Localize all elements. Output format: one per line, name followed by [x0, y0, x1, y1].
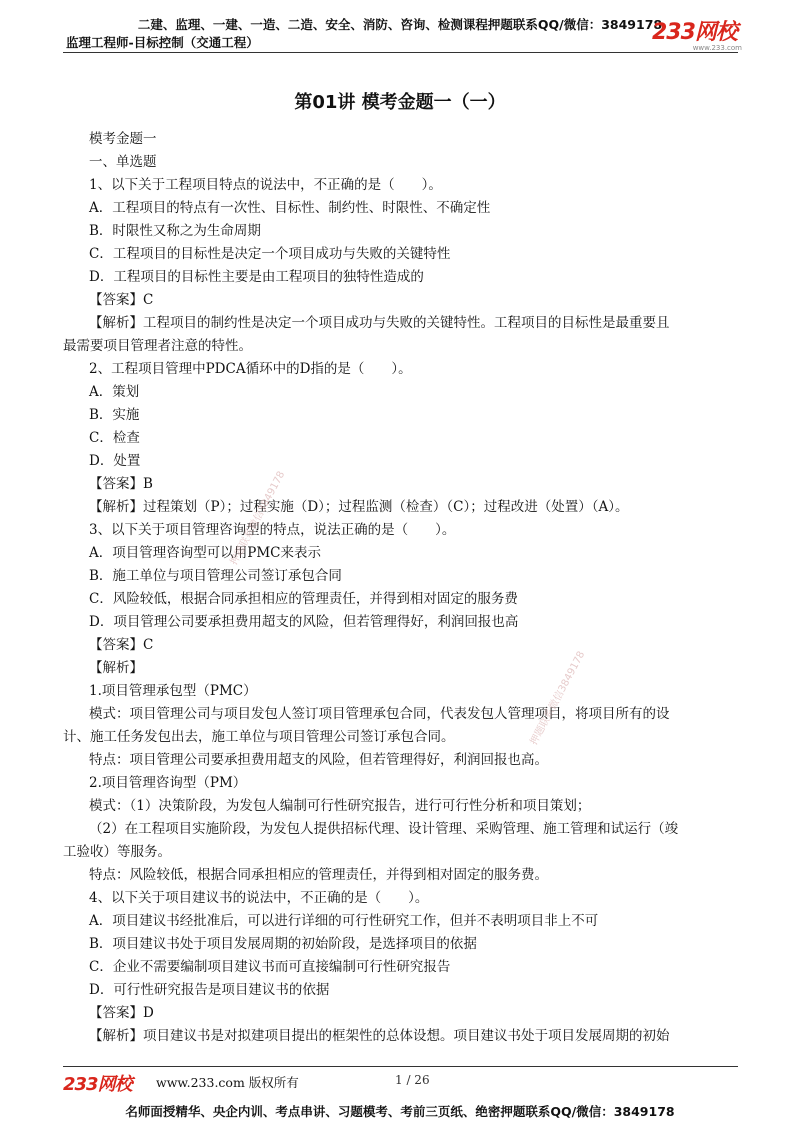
q3-analysis-line: 特点：风险较低，根据合同承担相应的管理责任，并得到相对固定的服务费。 — [89, 867, 548, 883]
q3-analysis-line: （2）在工程项目实施阶段，为发包人提供招标代理、设计管理、采购管理、施工管理和试运行（竣 — [89, 821, 679, 837]
question-4: 4、以下关于项目建议书的说法中，不正确的是（ ）。 — [89, 890, 429, 906]
header-contact-line: 二建、监理、一建、一造、二造、安全、消防、咨询、检测课程押题联系QQ/微信：3849178 — [137, 17, 663, 32]
footer-logo: 233网校 — [63, 1074, 132, 1095]
section-label: 模考金题一 — [89, 131, 157, 147]
q2-option-c: C．检查 — [89, 430, 140, 446]
q4-analysis-line: 【解析】项目建议书是对拟建项目提出的框架性的总体设想。项目建议书处于项目发展周期的初始 — [89, 1028, 670, 1044]
section-heading: 一、单选题 — [89, 154, 157, 170]
q4-option-c: C．企业不需要编制项目建议书而可直接编制可行性研究报告 — [89, 959, 451, 975]
q4-option-b: B．项目建议书处于项目发展周期的初始阶段，是选择项目的依据 — [89, 936, 477, 952]
q3-option-c: C．风险较低，根据合同承担相应的管理责任，并得到相对固定的服务费 — [89, 591, 518, 607]
q4-answer: 【答案】D — [89, 1005, 154, 1021]
q3-analysis-line: 特点：项目管理公司要承担费用超支的风险，但若管理得好，利润回报也高。 — [89, 752, 548, 768]
question-1: 1、以下关于工程项目特点的说法中，不正确的是（ ）。 — [89, 177, 442, 193]
q2-answer: 【答案】B — [89, 476, 153, 492]
q4-option-d: D．可行性研究报告是项目建议书的依据 — [89, 982, 330, 998]
header-subject: 监理工程师-目标控制（交通工程） — [66, 35, 259, 50]
q3-analysis-line: 1.项目管理承包型（PMC） — [89, 683, 257, 699]
q3-analysis-line: 计、施工任务发包出去，施工单位与项目管理公司签订承包合同。 — [63, 729, 455, 745]
q3-analysis-line: 工验收）等服务。 — [63, 844, 171, 860]
watermark: 押题联系微信3849178 — [228, 469, 288, 568]
q3-option-d: D．项目管理公司要承担费用超支的风险，但若管理得好，利润回报也高 — [89, 614, 519, 630]
question-3: 3、以下关于项目管理咨询型的特点，说法正确的是（ ）。 — [89, 522, 456, 538]
brand-logo — [652, 22, 742, 52]
footer-divider — [63, 1066, 738, 1067]
page-number: 1 / 26 — [395, 1073, 430, 1087]
q3-analysis-line: 模式：（1）决策阶段，为发包人编制可行性研究报告，进行可行性分析和项目策划； — [89, 798, 591, 814]
watermark: 押题联系微信3849178 — [528, 649, 588, 748]
brand-logo-domain: www.233.com — [692, 44, 742, 52]
q4-option-a: A．项目建议书经批准后，可以进行详细的可行性研究工作，但并不表明项目非上不可 — [89, 913, 599, 929]
q3-analysis-line: 2.项目管理咨询型（PM） — [89, 775, 247, 791]
q1-option-c: C．工程项目的目标性是决定一个项目成功与失败的关键特性 — [89, 246, 451, 262]
q1-analysis-line: 最需要项目管理者注意的特性。 — [63, 338, 252, 354]
brand-logo-text: 233网校 — [652, 20, 737, 45]
q3-analysis-label: 【解析】 — [89, 660, 143, 676]
question-2: 2、工程项目管理中PDCA循环中的D指的是（ ）。 — [89, 361, 412, 377]
q1-answer: 【答案】C — [89, 292, 154, 308]
q3-option-a: A．项目管理咨询型可以用PMC来表示 — [89, 545, 321, 561]
q2-option-b: B．实施 — [89, 407, 140, 423]
footer-site: www.233.com 版权所有 — [156, 1075, 299, 1090]
page-title: 第01讲 模考金题一（一） — [294, 92, 506, 113]
q2-option-d: D．处置 — [89, 453, 141, 469]
q3-option-b: B．施工单位与项目管理公司签订承包合同 — [89, 568, 342, 584]
q1-analysis-line: 【解析】工程项目的制约性是决定一个项目成功与失败的关键特性。工程项目的目标性是最重要且 — [89, 315, 670, 331]
q3-answer: 【答案】C — [89, 637, 154, 653]
q2-option-a: A．策划 — [89, 384, 140, 400]
q2-analysis: 【解析】过程策划（P）；过程实施（D）；过程监测（检查）（C）；过程改进（处置）（A）。 — [89, 499, 629, 515]
q3-analysis-line: 模式：项目管理公司与项目发包人签订项目管理承包合同，代表发包人管理项目，将项目所有的设 — [89, 706, 670, 722]
header-divider — [63, 52, 738, 53]
footer-promo-line: 名师面授精华、央企内训、考点串讲、习题模考、考前三页纸、绝密押题联系QQ/微信：3849178 — [125, 1104, 675, 1119]
document-body — [63, 128, 738, 1048]
q1-option-b: B．时限性又称之为生命周期 — [89, 223, 261, 239]
q1-option-a: A．工程项目的特点有一次性、目标性、制约性、时限性、不确定性 — [89, 200, 491, 216]
q1-option-d: D．工程项目的目标性主要是由工程项目的独特性造成的 — [89, 269, 424, 285]
